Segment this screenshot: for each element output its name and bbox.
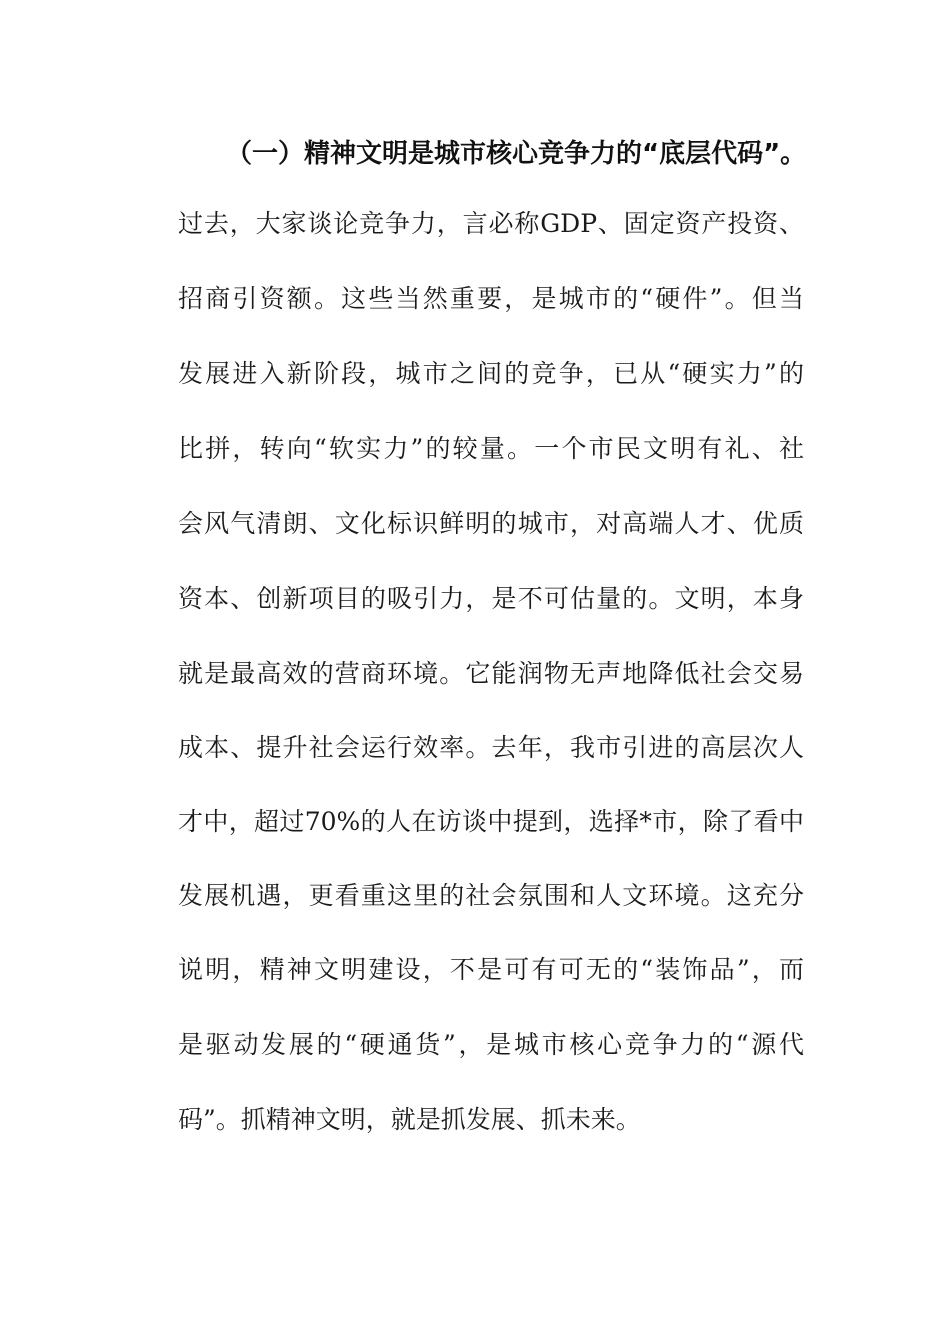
paragraph-line-2: 招商引资额。这些当然重要，是城市的“硬件”。但当 xyxy=(178,284,804,313)
paragraph-line-13: 码”。抓精神文明，就是抓发展、抓未来。 xyxy=(178,1105,641,1134)
paragraph-line-6: 资本、创新项目的吸引力，是不可估量的。文明，本身 xyxy=(178,584,804,613)
paragraph-line-10: 发展机遇，更看重这里的社会氛围和人文环境。这充分 xyxy=(178,881,804,910)
paragraph-line-8: 成本、提升社会运行效率。去年，我市引进的高层次人 xyxy=(178,733,804,762)
section-heading: （一）精神文明是城市核心竞争力的“底层代码”。 xyxy=(226,139,807,169)
paragraph-line-4: 比拼，转向“软实力”的较量。一个市民文明有礼、社 xyxy=(178,434,804,463)
paragraph-line-1: 过去，大家谈论竞争力，言必称GDP、固定资产投资、 xyxy=(178,209,804,238)
paragraph-line-7: 就是最高效的营商环境。它能润物无声地降低社会交易 xyxy=(178,659,804,688)
paragraph-line-9: 才中，超过70%的人在访谈中提到，选择*市，除了看中 xyxy=(178,807,804,836)
paragraph-line-12: 是驱动发展的“硬通货”，是城市核心竞争力的“源代 xyxy=(178,1030,804,1059)
paragraph-line-3: 发展进入新阶段，城市之间的竞争，已从“硬实力”的 xyxy=(178,359,804,388)
paragraph-line-11: 说明，精神文明建设，不是可有可无的“装饰品”，而 xyxy=(178,955,804,984)
paragraph-line-5: 会风气清朗、文化标识鲜明的城市，对高端人才、优质 xyxy=(178,509,804,538)
